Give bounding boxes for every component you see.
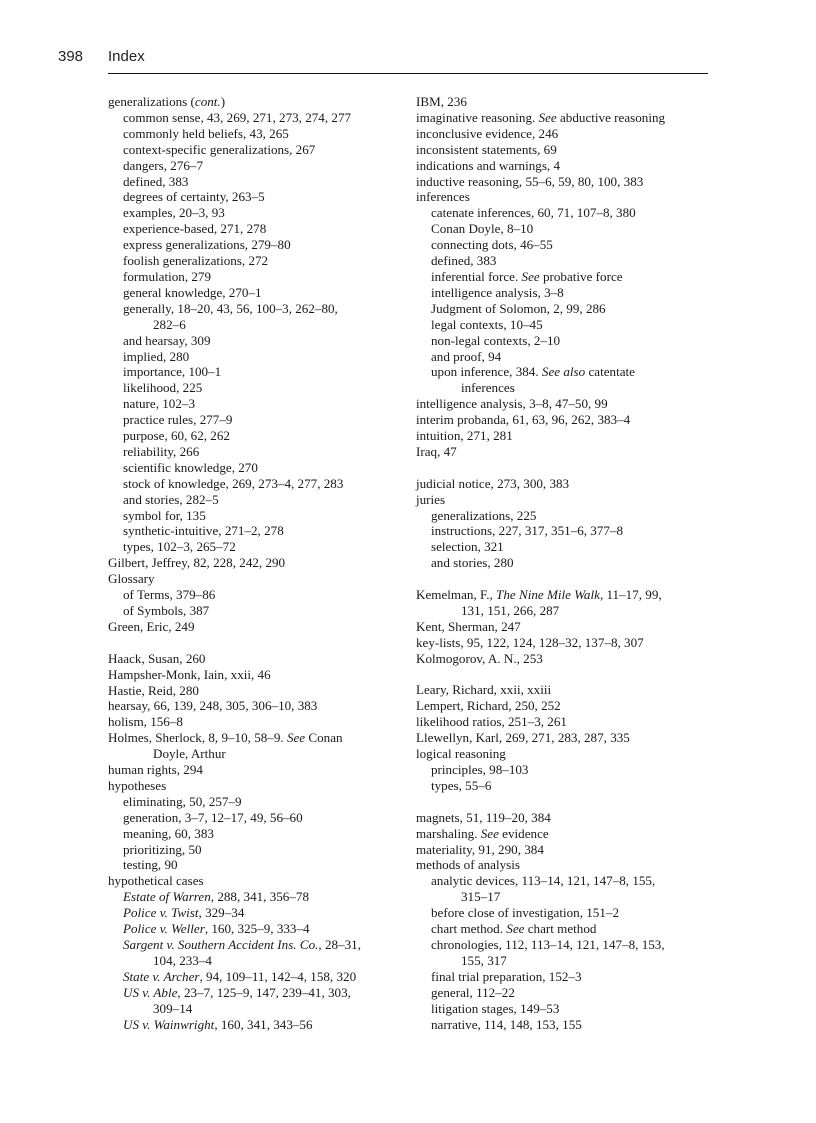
entry-text: chart method: [524, 921, 597, 937]
index-main-entry: [416, 587, 716, 603]
index-subentry: [416, 762, 716, 778]
entry-text: litigation stages, 149–53: [431, 1000, 560, 1016]
entry-text: 131, 151, 266, 287: [461, 602, 560, 618]
italic-text: See also: [541, 364, 586, 380]
entry-text: abductive reasoning: [556, 109, 666, 125]
entry-text: 315–17: [461, 889, 501, 905]
entry-text: inferential force.: [431, 268, 522, 284]
index-main-entry: [108, 683, 408, 699]
letter-group-spacer: [416, 794, 716, 810]
entry-text: narrative, 114, 148, 153, 155: [431, 1016, 582, 1032]
index-entry-continuation: [108, 746, 408, 762]
letter-group-spacer: [416, 571, 716, 587]
letter-group-spacer: [416, 667, 716, 683]
entry-text: imaginative reasoning.: [416, 109, 539, 125]
entry-text: 104, 233–4: [153, 952, 212, 968]
italic-text: Police v. Twist: [123, 905, 199, 921]
entry-text: holism, 156–8: [108, 714, 183, 730]
index-main-entry: [416, 682, 716, 698]
index-main-entry: [108, 698, 408, 714]
entry-text: 309–14: [153, 1000, 193, 1016]
entry-text: selection, 321: [431, 539, 504, 555]
entry-text: , 94, 109–11, 142–4, 158, 320: [199, 968, 357, 984]
index-entry-continuation: [416, 603, 716, 619]
index-main-entry: [108, 651, 408, 667]
index-subentry: [108, 492, 408, 508]
index-main-entry: [416, 142, 716, 158]
italic-text: US v. Wainwright: [123, 1016, 215, 1032]
section-title: Index: [108, 48, 145, 65]
entry-text: Kolmogorov, A. N., 253: [416, 650, 543, 666]
entry-text: , 288, 341, 356–78: [210, 889, 309, 905]
index-subentry: [108, 1017, 408, 1033]
index-entry-continuation: [108, 1001, 408, 1017]
index-subentry: [416, 333, 716, 349]
index-main-entry: [108, 555, 408, 571]
index-subentry: [108, 523, 408, 539]
entry-text: inconclusive evidence, 246: [416, 125, 559, 141]
italic-text: See: [538, 109, 557, 125]
page-number: 398: [58, 48, 84, 65]
entry-text: inferences: [461, 380, 515, 396]
index-subentry: [416, 364, 716, 380]
index-subentry: [108, 174, 408, 190]
entry-text: Green, Eric, 249: [108, 618, 195, 634]
entry-text: eliminating, 50, 257–9: [123, 793, 242, 809]
entry-text: methods of analysis: [416, 857, 521, 873]
entry-text: intuition, 271, 281: [416, 428, 513, 444]
index-subentry: [108, 444, 408, 460]
entry-text: commonly held beliefs, 43, 265: [123, 125, 289, 141]
index-subentry: [416, 205, 716, 221]
entry-text: legal contexts, 10–45: [431, 316, 543, 332]
index-subentry: [416, 317, 716, 333]
index-main-entry: [416, 826, 716, 842]
index-subentry: [108, 937, 408, 953]
index-main-entry: [416, 110, 716, 126]
entry-text: juries: [416, 491, 446, 507]
entry-text: generation, 3–7, 12–17, 49, 56–60: [123, 809, 303, 825]
entry-text: intelligence analysis, 3–8: [431, 284, 564, 300]
entry-text: defined, 383: [431, 253, 497, 269]
entry-text: upon inference, 384.: [431, 364, 542, 380]
entry-text: analytic devices, 113–14, 121, 147–8, 155,: [431, 873, 656, 889]
index-subentry: [108, 189, 408, 205]
entry-text: materiality, 91, 290, 384: [416, 841, 544, 857]
entry-text: likelihood ratios, 251–3, 261: [416, 714, 567, 730]
index-subentry: [108, 428, 408, 444]
italic-text: The Nine Mile Walk: [496, 587, 600, 603]
index-main-entry: [416, 698, 716, 714]
index-subentry: [108, 826, 408, 842]
italic-text: See: [521, 268, 540, 284]
entry-text: Leary, Richard, xxii, xxiii: [416, 682, 552, 698]
entry-text: of Terms, 379–86: [123, 587, 216, 603]
index-main-entry: [416, 444, 716, 460]
index-subentry: [108, 921, 408, 937]
entry-text: nature, 102–3: [123, 396, 195, 412]
index-column-left: [108, 94, 408, 1032]
index-main-entry: [416, 94, 716, 110]
entry-text: purpose, 60, 62, 262: [123, 428, 230, 444]
entry-text: Doyle, Arthur: [153, 746, 226, 762]
index-subentry: [108, 285, 408, 301]
italic-text: See: [506, 921, 525, 937]
entry-text: Conan: [305, 730, 343, 746]
entry-text: and hearsay, 309: [123, 332, 211, 348]
running-header: [58, 48, 708, 72]
index-main-entry: [416, 842, 716, 858]
entry-text: defined, 383: [123, 173, 189, 189]
entry-text: Gilbert, Jeffrey, 82, 228, 242, 290: [108, 555, 286, 571]
entry-text: Haack, Susan, 260: [108, 650, 206, 666]
entry-text: chart method.: [431, 921, 507, 937]
entry-text: generalizations, 225: [431, 507, 537, 523]
entry-text: and proof, 94: [431, 348, 502, 364]
index-main-entry: [108, 571, 408, 587]
entry-text: importance, 100–1: [123, 364, 222, 380]
entry-text: inductive reasoning, 55–6, 59, 80, 100, 383: [416, 173, 644, 189]
entry-text: foolish generalizations, 272: [123, 253, 269, 269]
index-subentry: [416, 985, 716, 1001]
index-subentry: [108, 905, 408, 921]
index-subentry: [108, 476, 408, 492]
entry-text: dangers, 276–7: [123, 157, 204, 173]
entry-text: and stories, 280: [431, 555, 514, 571]
italic-text: Sargent v. Southern Accident Ins. Co.: [123, 937, 319, 953]
entry-text: hearsay, 66, 139, 248, 305, 306–10, 383: [108, 698, 318, 714]
entry-text: express generalizations, 279–80: [123, 237, 291, 253]
entry-text: prioritizing, 50: [123, 841, 202, 857]
entry-text: 155, 317: [461, 952, 507, 968]
index-subentry: [108, 889, 408, 905]
index-main-entry: [416, 412, 716, 428]
entry-text: and stories, 282–5: [123, 491, 219, 507]
index-main-entry: [416, 857, 716, 873]
index-subentry: [108, 142, 408, 158]
index-subentry: [108, 810, 408, 826]
entry-text: types, 102–3, 265–72: [123, 539, 236, 555]
entry-text: Glossary: [108, 571, 155, 587]
index-subentry: [108, 333, 408, 349]
index-main-entry: [108, 94, 408, 110]
index-subentry: [108, 842, 408, 858]
entry-text: ): [220, 94, 226, 109]
entry-text: general knowledge, 270–1: [123, 284, 262, 300]
index-subentry: [108, 603, 408, 619]
index-main-entry: [416, 810, 716, 826]
index-subentry: [108, 539, 408, 555]
index-main-entry: [108, 778, 408, 794]
index-main-entry: [416, 730, 716, 746]
entry-text: non-legal contexts, 2–10: [431, 332, 561, 348]
index-subentry: [108, 158, 408, 174]
entry-text: Holmes, Sherlock, 8, 9–10, 58–9.: [108, 730, 287, 746]
index-subentry: [416, 253, 716, 269]
entry-text: IBM, 236: [416, 94, 467, 109]
entry-text: , 160, 325–9, 333–4: [204, 921, 310, 937]
index-subentry: [416, 285, 716, 301]
entry-text: judicial notice, 273, 300, 383: [416, 475, 570, 491]
index-subentry: [108, 412, 408, 428]
entry-text: before close of investigation, 151–2: [431, 905, 619, 921]
entry-text: , 28–31,: [318, 937, 361, 953]
index-subentry: [108, 269, 408, 285]
index-main-entry: [416, 396, 716, 412]
entry-text: , 11–17, 99,: [599, 587, 662, 603]
entry-text: inferences: [416, 189, 470, 205]
index-main-entry: [108, 714, 408, 730]
index-main-entry: [416, 746, 716, 762]
index-main-entry: [416, 174, 716, 190]
index-main-entry: [416, 492, 716, 508]
index-subentry: [416, 905, 716, 921]
entry-text: instructions, 227, 317, 351–6, 377–8: [431, 523, 624, 539]
entry-text: marshaling.: [416, 825, 481, 841]
index-subentry: [108, 364, 408, 380]
entry-text: key-lists, 95, 122, 124, 128–32, 137–8, 307: [416, 634, 644, 650]
entry-text: stock of knowledge, 269, 273–4, 277, 283: [123, 475, 344, 491]
index-subentry: [108, 587, 408, 603]
entry-text: Conan Doyle, 8–10: [431, 221, 534, 237]
entry-text: examples, 20–3, 93: [123, 205, 225, 221]
index-main-entry: [108, 762, 408, 778]
entry-text: human rights, 294: [108, 762, 203, 778]
index-main-entry: [108, 667, 408, 683]
index-subentry: [108, 380, 408, 396]
entry-text: meaning, 60, 383: [123, 825, 214, 841]
entry-text: experience-based, 271, 278: [123, 221, 267, 237]
italic-text: State v. Archer: [123, 968, 200, 984]
letter-group-spacer: [108, 635, 408, 651]
entry-text: implied, 280: [123, 348, 190, 364]
italic-text: US v. Able: [123, 984, 178, 1000]
entry-text: common sense, 43, 269, 271, 273, 274, 277: [123, 109, 352, 125]
italic-text: See: [480, 825, 499, 841]
entry-text: interim probanda, 61, 63, 96, 262, 383–4: [416, 412, 631, 428]
entry-text: scientific knowledge, 270: [123, 459, 258, 475]
index-subentry: [416, 921, 716, 937]
index-subentry: [108, 969, 408, 985]
entry-text: general, 112–22: [431, 984, 515, 1000]
index-subentry: [416, 301, 716, 317]
entry-text: catentate: [585, 364, 635, 380]
entry-text: formulation, 279: [123, 268, 212, 284]
entry-text: 282–6: [153, 316, 186, 332]
entry-text: synthetic-intuitive, 271–2, 278: [123, 523, 284, 539]
index-subentry: [416, 937, 716, 953]
italic-text: See: [286, 730, 306, 746]
entry-text: evidence: [498, 825, 549, 841]
entry-text: chronologies, 112, 113–14, 121, 147–8, 153,: [431, 936, 665, 952]
entry-text: hypotheses: [108, 777, 167, 793]
entry-text: Llewellyn, Karl, 269, 271, 283, 287, 335: [416, 730, 630, 746]
index-subentry: [416, 523, 716, 539]
index-subentry: [108, 221, 408, 237]
entry-text: Iraq, 47: [416, 443, 457, 459]
index-main-entry: [108, 619, 408, 635]
index-main-entry: [416, 651, 716, 667]
italic-text: Estate of Warren: [123, 889, 211, 905]
index-subentry: [416, 349, 716, 365]
index-subentry: [416, 969, 716, 985]
index-subentry: [416, 1017, 716, 1033]
index-subentry: [416, 539, 716, 555]
index-subentry: [108, 126, 408, 142]
header-rule: [108, 73, 708, 74]
entry-text: logical reasoning: [416, 746, 506, 762]
index-subentry: [416, 555, 716, 571]
index-main-entry: [416, 714, 716, 730]
entry-text: , 160, 341, 343–56: [214, 1016, 313, 1032]
entry-text: final trial preparation, 152–3: [431, 968, 582, 984]
index-subentry: [108, 237, 408, 253]
index-main-entry: [108, 873, 408, 889]
index-subentry: [416, 221, 716, 237]
index-subentry: [416, 778, 716, 794]
index-subentry: [108, 508, 408, 524]
entry-text: , 23–7, 125–9, 147, 239–41, 303,: [177, 984, 351, 1000]
index-subentry: [416, 237, 716, 253]
entry-text: Judgment of Solomon, 2, 99, 286: [431, 300, 606, 316]
entry-text: catenate inferences, 60, 71, 107–8, 380: [431, 205, 636, 221]
entry-text: symbol for, 135: [123, 507, 206, 523]
entry-text: Lempert, Richard, 250, 252: [416, 698, 561, 714]
index-main-entry: [416, 158, 716, 174]
entry-text: testing, 90: [123, 857, 178, 873]
index-entry-continuation: [416, 889, 716, 905]
index-main-entry: [416, 428, 716, 444]
index-column-right: [416, 94, 716, 1032]
entry-text: intelligence analysis, 3–8, 47–50, 99: [416, 396, 608, 412]
entry-text: principles, 98–103: [431, 762, 529, 778]
entry-text: likelihood, 225: [123, 380, 203, 396]
index-main-entry: [416, 619, 716, 635]
index-main-entry: [416, 126, 716, 142]
entry-text: generalizations (: [108, 94, 195, 109]
entry-text: Kemelman, F.,: [416, 587, 497, 603]
index-subentry: [108, 985, 408, 1001]
entry-text: hypothetical cases: [108, 873, 204, 889]
index-subentry: [108, 460, 408, 476]
entry-text: reliability, 266: [123, 443, 200, 459]
index-entry-continuation: [108, 317, 408, 333]
index-main-entry: [416, 476, 716, 492]
index-subentry: [108, 857, 408, 873]
entry-text: inconsistent statements, 69: [416, 141, 557, 157]
index-subentry: [108, 794, 408, 810]
index-subentry: [108, 205, 408, 221]
index-subentry: [108, 110, 408, 126]
entry-text: probative force: [539, 268, 623, 284]
entry-text: connecting dots, 46–55: [431, 237, 553, 253]
entry-text: types, 55–6: [431, 777, 492, 793]
entry-text: practice rules, 277–9: [123, 412, 233, 428]
entry-text: Hastie, Reid, 280: [108, 682, 199, 698]
index-subentry: [108, 349, 408, 365]
index-main-entry: [416, 635, 716, 651]
letter-group-spacer: [416, 460, 716, 476]
entry-text: Hampsher-Monk, Iain, xxii, 46: [108, 666, 271, 682]
index-subentry: [108, 301, 408, 317]
entry-text: indications and warnings, 4: [416, 157, 561, 173]
index-main-entry: [416, 189, 716, 205]
italic-text: cont.: [194, 94, 221, 109]
index-subentry: [108, 396, 408, 412]
entry-text: of Symbols, 387: [123, 603, 210, 618]
entry-text: generally, 18–20, 43, 56, 100–3, 262–80,: [123, 300, 338, 316]
index-subentry: [416, 873, 716, 889]
italic-text: Police v. Weller: [123, 921, 205, 937]
entry-text: degrees of certainty, 263–5: [123, 189, 265, 205]
index-subentry: [416, 269, 716, 285]
entry-text: Kent, Sherman, 247: [416, 618, 521, 634]
index-entry-continuation: [108, 953, 408, 969]
index-main-entry: [108, 730, 408, 746]
index-entry-continuation: [416, 380, 716, 396]
entry-text: , 329–34: [198, 905, 245, 921]
index-subentry: [108, 253, 408, 269]
entry-text: magnets, 51, 119–20, 384: [416, 809, 551, 825]
index-subentry: [416, 508, 716, 524]
entry-text: context-specific generalizations, 267: [123, 141, 316, 157]
index-subentry: [416, 1001, 716, 1017]
index-entry-continuation: [416, 953, 716, 969]
